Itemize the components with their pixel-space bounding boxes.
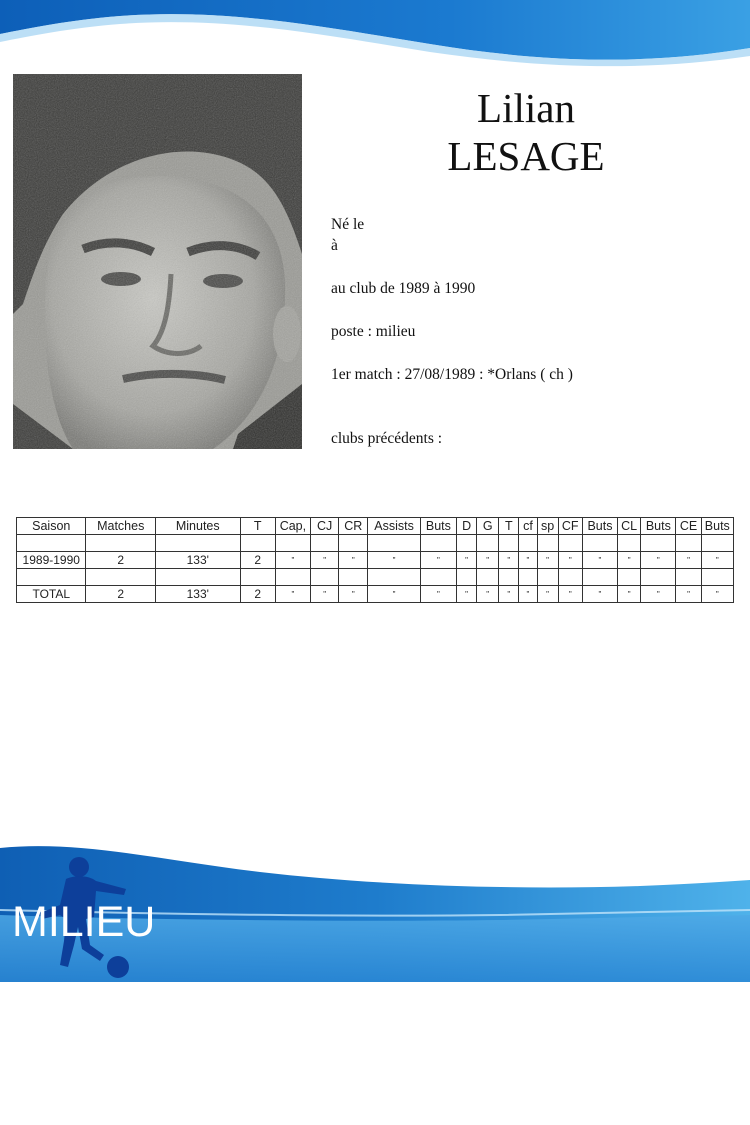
table-cell (240, 535, 275, 552)
table-cell (641, 569, 676, 586)
table-cell: " (537, 586, 558, 603)
table-row (17, 586, 734, 603)
table-cell: " (618, 552, 641, 569)
table-header-cell: T (240, 518, 275, 535)
table-header-cell: CR (339, 518, 368, 535)
table-cell (339, 569, 368, 586)
player-name (420, 84, 632, 180)
table-cell (499, 569, 519, 586)
table-cell (701, 535, 733, 552)
table-cell: " (558, 552, 582, 569)
table-cell (477, 569, 499, 586)
table-cell (457, 569, 477, 586)
table-cell: " (537, 552, 558, 569)
table-header-cell: sp (537, 518, 558, 535)
table-header-cell: CJ (311, 518, 339, 535)
table-cell: " (519, 552, 537, 569)
table-cell (420, 569, 456, 586)
table-header-cell: Buts (701, 518, 733, 535)
table-cell (420, 535, 456, 552)
table-header-cell: Buts (420, 518, 456, 535)
stats-table (16, 517, 734, 603)
table-cell: " (477, 552, 499, 569)
table-cell (17, 535, 86, 552)
table-cell: " (641, 552, 676, 569)
info-born: Né le (331, 216, 365, 233)
table-cell: " (368, 586, 420, 603)
table-row (17, 535, 734, 552)
table-header-cell: D (457, 518, 477, 535)
table-cell: " (457, 586, 477, 603)
table-cell (618, 569, 641, 586)
table-cell: " (676, 552, 701, 569)
table-cell (537, 535, 558, 552)
table-cell: " (701, 586, 733, 603)
table-header-cell: CL (618, 518, 641, 535)
table-cell (641, 535, 676, 552)
table-cell (86, 569, 155, 586)
table-cell (155, 569, 240, 586)
table-cell (240, 569, 275, 586)
table-cell: " (582, 552, 617, 569)
table-cell (311, 569, 339, 586)
table-cell: " (519, 586, 537, 603)
table-cell: " (457, 552, 477, 569)
table-cell: " (420, 586, 456, 603)
table-header-cell: Cap, (275, 518, 310, 535)
table-cell: 133' (155, 552, 240, 569)
top-wave-banner (0, 0, 750, 70)
table-cell: " (641, 586, 676, 603)
table-cell: " (477, 586, 499, 603)
info-previous-clubs: clubs précédents : (331, 430, 443, 447)
info-first-match: 1er match : 27/08/1989 : *Orlans ( ch ) (331, 366, 573, 383)
table-cell (457, 535, 477, 552)
table-cell: 2 (240, 586, 275, 603)
table-header-cell: cf (519, 518, 537, 535)
table-header-cell: Saison (17, 518, 86, 535)
table-row (17, 552, 734, 569)
table-cell (558, 569, 582, 586)
table-cell: " (499, 552, 519, 569)
table-cell: " (368, 552, 420, 569)
stats-header-row (17, 518, 734, 535)
table-cell (582, 535, 617, 552)
table-cell (519, 569, 537, 586)
position-label: MILIEU (12, 898, 156, 946)
table-cell (676, 535, 701, 552)
table-cell (582, 569, 617, 586)
table-cell: 133' (155, 586, 240, 603)
info-place: à (331, 237, 338, 254)
table-cell: 2 (86, 552, 155, 569)
table-cell (618, 535, 641, 552)
table-cell: " (339, 586, 368, 603)
table-cell (499, 535, 519, 552)
table-cell: TOTAL (17, 586, 86, 603)
table-header-cell: CF (558, 518, 582, 535)
table-cell (339, 535, 368, 552)
table-cell: " (618, 586, 641, 603)
table-header-cell: T (499, 518, 519, 535)
table-cell (676, 569, 701, 586)
table-header-cell: G (477, 518, 499, 535)
table-cell (537, 569, 558, 586)
player-first-name: Lilian (477, 85, 575, 131)
table-cell (558, 535, 582, 552)
info-position: poste : milieu (331, 323, 416, 340)
table-header-cell: Assists (368, 518, 420, 535)
table-cell (477, 535, 499, 552)
player-last-name: LESAGE (447, 133, 605, 179)
info-club-period: au club de 1989 à 1990 (331, 280, 476, 297)
table-cell: 1989-1990 (17, 552, 86, 569)
table-cell: " (275, 552, 310, 569)
table-cell: " (339, 552, 368, 569)
table-header-cell: Minutes (155, 518, 240, 535)
table-cell (519, 535, 537, 552)
table-cell (701, 569, 733, 586)
table-cell: " (558, 586, 582, 603)
table-cell (17, 569, 86, 586)
table-cell: " (701, 552, 733, 569)
table-cell: " (499, 586, 519, 603)
table-header-cell: CE (676, 518, 701, 535)
table-row (17, 569, 734, 586)
table-cell: 2 (240, 552, 275, 569)
player-photo (13, 74, 302, 449)
table-cell: " (275, 586, 310, 603)
table-cell (155, 535, 240, 552)
table-cell (368, 535, 420, 552)
table-cell (368, 569, 420, 586)
table-cell: " (420, 552, 456, 569)
table-cell: " (311, 586, 339, 603)
table-cell (275, 535, 310, 552)
table-cell: " (676, 586, 701, 603)
table-header-cell: Buts (582, 518, 617, 535)
table-header-cell: Matches (86, 518, 155, 535)
table-cell: " (582, 586, 617, 603)
table-cell (311, 535, 339, 552)
table-cell (86, 535, 155, 552)
table-cell: " (311, 552, 339, 569)
table-cell: 2 (86, 586, 155, 603)
table-header-cell: Buts (641, 518, 676, 535)
table-cell (275, 569, 310, 586)
